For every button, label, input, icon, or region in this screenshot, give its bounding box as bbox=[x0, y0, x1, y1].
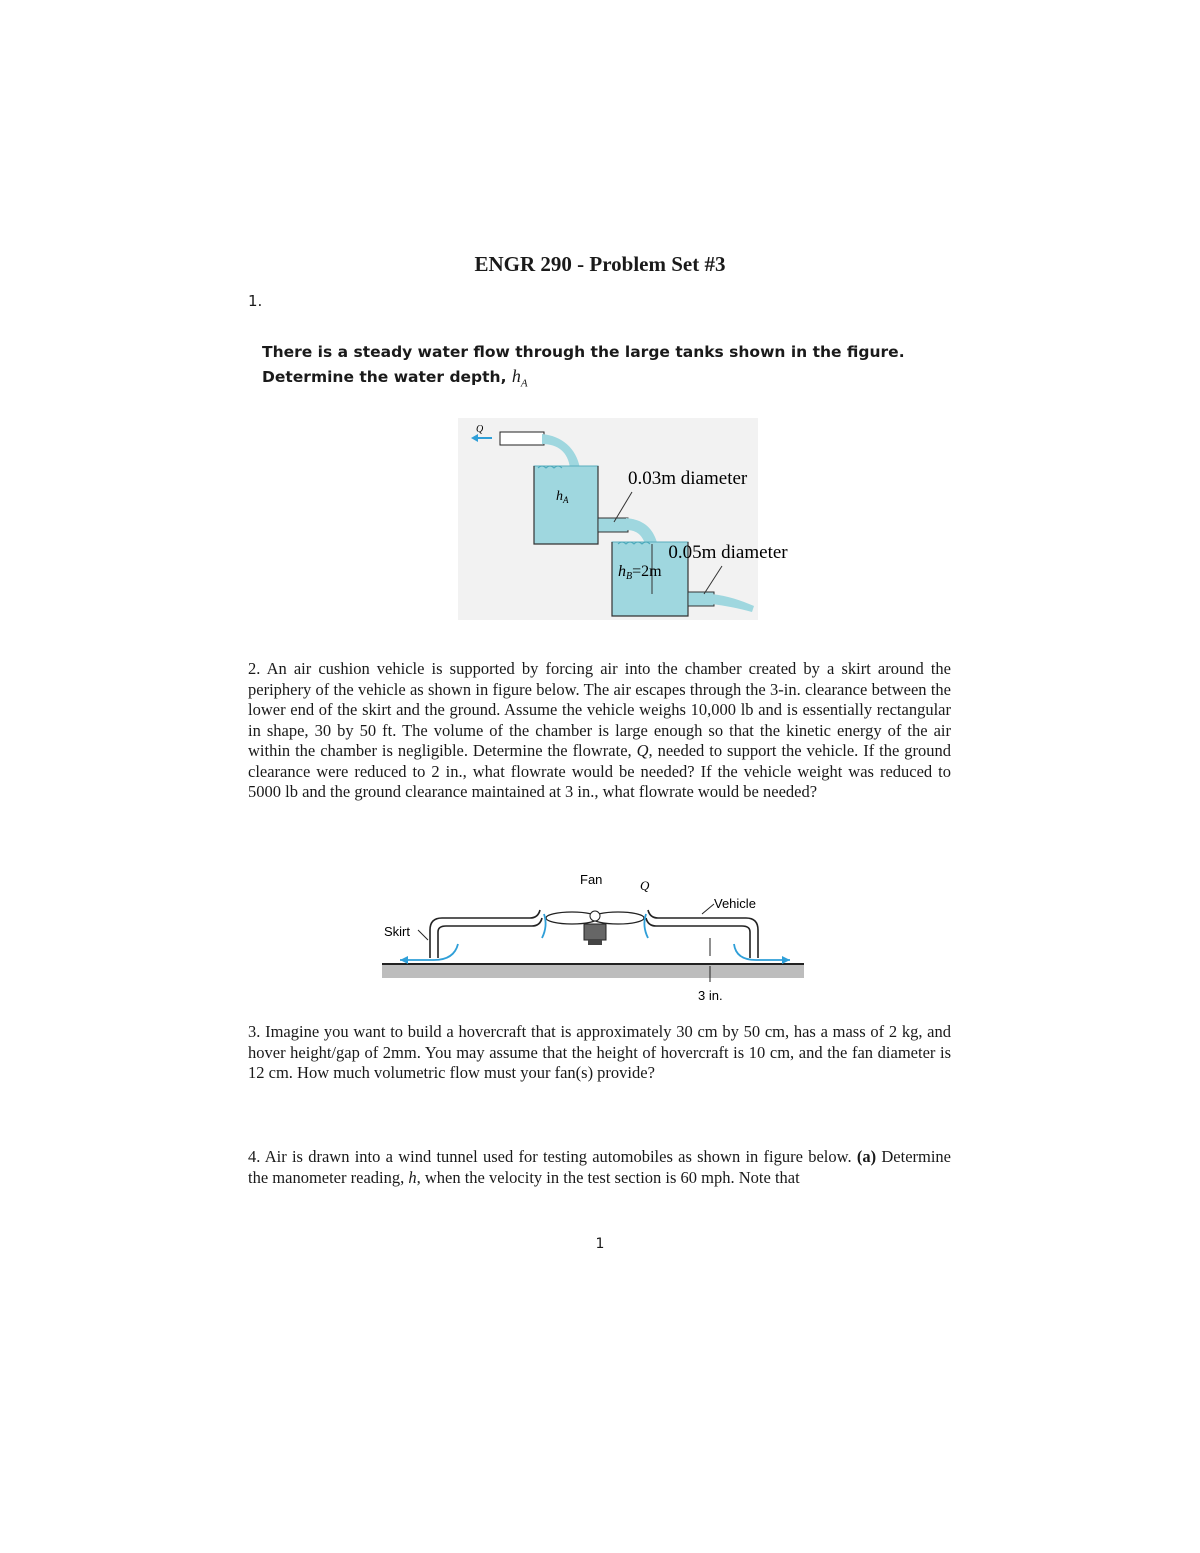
vehicle-body-right-outer bbox=[648, 910, 758, 958]
hb-value: =2m bbox=[632, 563, 662, 580]
pipe-2-label: 0.05m diameter bbox=[668, 542, 788, 563]
hb-symbol: h bbox=[618, 563, 626, 580]
vehicle-body-right-inner bbox=[646, 918, 750, 958]
problem-2-text bbox=[248, 659, 951, 803]
problem-1-symbol bbox=[511, 366, 528, 390]
problem-4-part-3: , when the velocity in the test section is 60 mph. Note that bbox=[416, 1167, 800, 1187]
problem-1-text bbox=[262, 340, 952, 396]
tanks-figure bbox=[458, 418, 788, 620]
symbol-subscript: A bbox=[520, 377, 528, 390]
vehicle-label: Vehicle bbox=[714, 896, 756, 911]
symbol-h: h bbox=[511, 366, 521, 386]
air-arrow-left bbox=[542, 914, 546, 938]
q-label: Q bbox=[640, 878, 650, 893]
escape-arrow-left bbox=[400, 944, 458, 960]
pipe-005 bbox=[688, 592, 714, 606]
hovercraft-figure bbox=[380, 866, 810, 1006]
vehicle-body-left-outer bbox=[430, 910, 540, 958]
hb-subscript: B bbox=[626, 571, 633, 582]
pipe-1-label: 0.03m diameter bbox=[628, 468, 748, 489]
problem-3-text: 3. Imagine you want to build a hovercraft that is approximately 30 cm by 50 cm, has a mass of 2 kg, and hover height/gap of 2mm. You may assume that the height of hovercraft is 10 cm, and the fan diameter is 12 cm. How much volumetric flow must your fan(s) provide? bbox=[248, 1022, 951, 1082]
problem-2-q-symbol: Q bbox=[636, 741, 649, 760]
problem-4-text bbox=[248, 1147, 951, 1188]
fan-hub bbox=[590, 911, 600, 921]
fan-motor bbox=[584, 924, 606, 940]
fan-motor-base bbox=[588, 940, 602, 945]
problem-4-part-2: Determine the manometer reading, bbox=[248, 1147, 951, 1187]
inlet-pipe bbox=[500, 432, 544, 445]
ground bbox=[382, 964, 804, 978]
problem-2-part-1: 2. An air cushion vehicle is supported by forcing air into the chamber created by a skirt around the periphery of the vehicle as shown in figure below. The air escapes through the 3-in. clearance between the lower end of the skirt and the ground. Assume the vehicle weighs 10,000 lb and is essentially rectangular in shape, 30 by 50 ft. The volume of the chamber is large enough so that the kinetic energy of the air within the chamber is negligible. Determine the flowrate, bbox=[248, 659, 951, 760]
escape-arrow-right bbox=[734, 944, 790, 960]
problem-4-part-1: 4. Air is drawn into a wind tunnel used for testing automobiles as shown in figure below. bbox=[248, 1147, 857, 1166]
vehicle-leader bbox=[702, 904, 714, 914]
fan-label: Fan bbox=[580, 872, 603, 887]
escape-arrowhead-left bbox=[400, 956, 408, 964]
pipe-003 bbox=[598, 518, 628, 532]
air-arrow-right bbox=[644, 914, 648, 938]
tank-a bbox=[534, 466, 598, 544]
problem-2-part-2: , needed to support the vehicle. If the ground clearance were reduced to 2 in., what flowrate would be needed? If the vehicle weight was reduced to 5000 lb and the ground clearance maintained at 3 in., what flowrate would be needed? bbox=[248, 741, 951, 801]
skirt-leader bbox=[418, 930, 428, 940]
problem-4-part-a: (a) bbox=[856, 1147, 877, 1166]
inlet-q-label: Q bbox=[476, 424, 484, 435]
page-title: ENGR 290 - Problem Set #3 bbox=[474, 252, 726, 276]
skirt-label: Skirt bbox=[384, 924, 410, 939]
ha-subscript: A bbox=[563, 495, 569, 505]
problem-1-statement: There is a steady water flow through the large tanks shown in the figure. Determine the water depth, bbox=[262, 343, 905, 386]
hb-label bbox=[618, 563, 662, 582]
clearance-label: 3 in. bbox=[698, 988, 723, 1003]
escape-arrowhead-right bbox=[782, 956, 790, 964]
problem-1-number: 1. bbox=[248, 292, 263, 310]
page-number: 1 bbox=[595, 1236, 605, 1252]
ha-symbol: h bbox=[556, 489, 563, 504]
problem-4-h-symbol: h bbox=[408, 1167, 417, 1187]
